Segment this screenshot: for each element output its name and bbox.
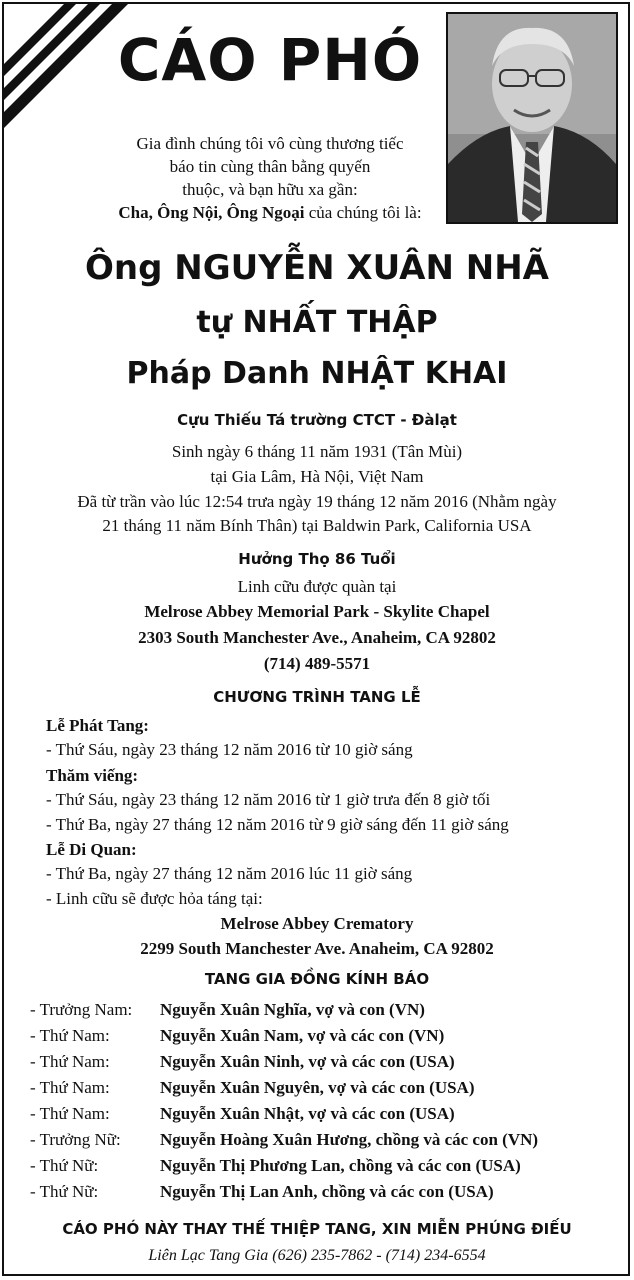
relation-tail: của chúng tôi là: <box>304 203 422 222</box>
family-role: - Thứ Nam: <box>30 1104 110 1123</box>
section-title: Lễ Phát Tang: <box>46 716 149 735</box>
crematory-name: Melrose Abbey Crematory <box>220 914 414 933</box>
birth-line: Sinh ngày 6 tháng 11 năm 1931 (Tân Mùi) <box>171 442 463 461</box>
venue-intro: Linh cữu được quàn tại <box>237 577 397 596</box>
footer-contact: Liên Lạc Tang Gia (626) 235-7862 - (714) 234-6554 <box>148 1247 486 1264</box>
family-role: - Thứ Nam: <box>30 1078 110 1097</box>
family-role: - Thứ Nữ: <box>30 1182 99 1201</box>
intro-line: Gia đình chúng tôi vô cùng thương tiếc <box>136 134 404 153</box>
dharma-name: Pháp Danh NHẬT KHAI <box>126 356 508 391</box>
death-line-2: 21 tháng 11 năm Bính Thân) tại Baldwin Park, California USA <box>102 516 532 535</box>
intro-line: thuộc, và bạn hữu xa gần: <box>182 180 358 199</box>
deceased-alias: tự NHẤT THẬP <box>196 305 438 340</box>
page-title: CÁO PHÓ <box>117 26 423 94</box>
family-role: - Thứ Nữ: <box>30 1156 99 1175</box>
death-line: Đã từ trần vào lúc 12:54 trưa ngày 19 tháng 12 năm 2016 (Nhằm ngày <box>77 492 557 511</box>
military-rank: Cựu Thiếu Tá trường CTCT - Đàlạt <box>177 411 457 429</box>
family-role: - Trưởng Nữ: <box>30 1130 121 1149</box>
family-member-name: Nguyễn Xuân Nam, vợ và các con (VN) <box>160 1026 445 1045</box>
family-member-name: Nguyễn Xuân Ninh, vợ và các con (USA) <box>160 1052 455 1071</box>
section-item: - Thứ Ba, ngày 27 tháng 12 năm 2016 từ 9 giờ sáng đến 11 giờ sáng <box>46 815 509 834</box>
venue-phone: (714) 489-5571 <box>263 654 371 673</box>
family-member-name: Nguyễn Xuân Nghĩa, vợ và con (VN) <box>160 1000 425 1019</box>
age-line: Hưởng Thọ 86 Tuổi <box>238 550 396 568</box>
family-role: - Trưởng Nam: <box>30 1000 133 1019</box>
venue-address: 2303 South Manchester Ave., Anaheim, CA 92802 <box>138 628 496 647</box>
family-member-name: Nguyễn Hoàng Xuân Hương, chồng và các con (VN) <box>160 1130 539 1149</box>
family-role: - Thứ Nam: <box>30 1026 110 1045</box>
section-item: - Thứ Ba, ngày 27 tháng 12 năm 2016 lúc 11 giờ sáng <box>46 864 413 883</box>
family-member-name: Nguyễn Xuân Nguyên, vợ và các con (USA) <box>160 1078 475 1097</box>
birth-place: tại Gia Lâm, Hà Nội, Việt Nam <box>210 467 424 486</box>
section-item: - Thứ Sáu, ngày 23 tháng 12 năm 2016 từ 1 giờ trưa đến 8 giờ tối <box>46 790 491 809</box>
portrait-photo <box>446 12 618 224</box>
section-title: Thăm viếng: <box>46 766 139 785</box>
deceased-name: Ông NGUYỄN XUÂN NHÃ <box>85 248 549 288</box>
footer-notice: CÁO PHÓ NÀY THAY THẾ THIỆP TANG, XIN MIỄN PHÚNG ĐIẾU <box>62 1220 572 1238</box>
intro-line: báo tin cùng thân bằng quyến <box>169 157 371 176</box>
section-item: - Linh cữu sẽ được hỏa táng tại: <box>46 889 263 908</box>
family-heading: TANG GIA ĐỒNG KÍNH BÁO <box>204 970 430 988</box>
intro-text <box>100 132 440 224</box>
relation-bold: Cha, Ông Nội, Ông Ngoại <box>118 203 305 222</box>
intro-relation <box>100 201 440 224</box>
family-member-name: Nguyễn Thị Lan Anh, chồng và các con (USA) <box>160 1182 494 1201</box>
venue-name: Melrose Abbey Memorial Park - Skylite Chapel <box>144 602 490 621</box>
section-title: Lễ Di Quan: <box>46 840 137 859</box>
section-item: - Thứ Sáu, ngày 23 tháng 12 năm 2016 từ 10 giờ sáng <box>46 740 413 759</box>
crematory-address: 2299 South Manchester Ave. Anaheim, CA 92802 <box>140 939 494 958</box>
program-heading: CHƯƠNG TRÌNH TANG LỄ <box>213 688 421 706</box>
family-member-name: Nguyễn Thị Phương Lan, chồng và các con (USA) <box>160 1156 521 1175</box>
family-role: - Thứ Nam: <box>30 1052 110 1071</box>
family-member-name: Nguyễn Xuân Nhật, vợ và các con (USA) <box>160 1104 455 1123</box>
